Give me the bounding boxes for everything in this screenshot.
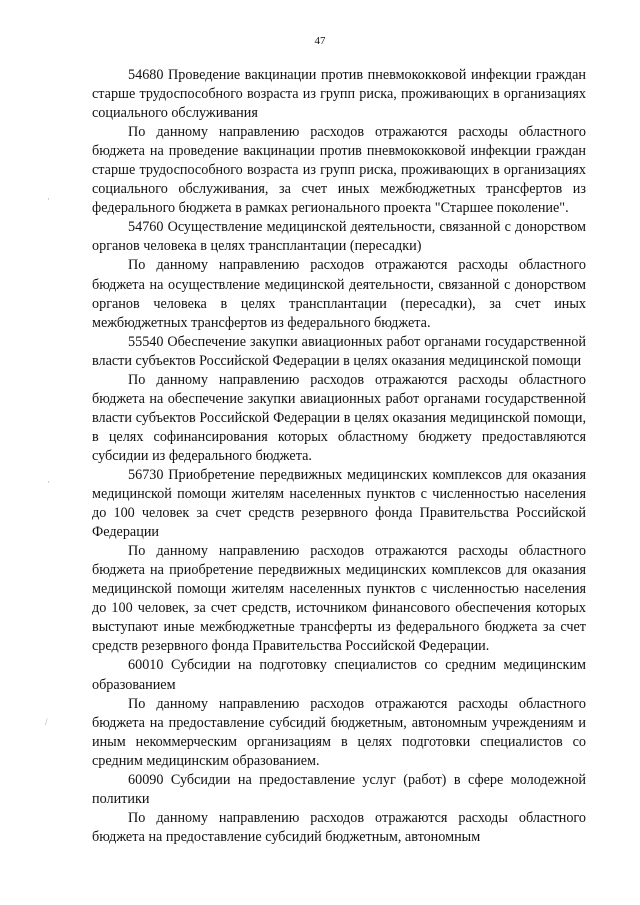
paragraph-body: По данному направлению расходов отражаются расходы областного бюджета на предоставление субсидий бюджетным, автономным учреждениям и иным некоммерческим организациям в целях подготовки специалистов со средним медицинским образованием. xyxy=(92,695,586,769)
paragraph-heading-54680: 54680 Проведение вакцинации против пневмококковой инфекции граждан старше трудоспособного возраста из групп риска, проживающих в организациях социального обслуживания xyxy=(92,67,586,122)
paragraph-heading-60010: 60010 Субсидии на подготовку специалистов со средним медицинским образованием xyxy=(92,657,586,693)
scan-artifact-mark: · xyxy=(47,194,50,204)
paragraph-body: По данному направлению расходов отражаются расходы областного бюджета на предоставление субсидий бюджетным, автономным xyxy=(92,809,586,845)
paragraph-body: По данному направлению расходов отражаются расходы областного бюджета на приобретение передвижных медицинских комплексов для оказания медицинской помощи жителям населенных пунктов с численностью населения до 100 человек, за счет средств, источником финансового обеспечения которых выступают иные межбюджетные трансферты из федерального бюджета за счет средств резервного фонда Правительства Российской Федерации. xyxy=(92,543,586,655)
paragraph-heading-54760: 54760 Осуществление медицинской деятельности, связанной с донорством органов человека в целях трансплантации (пересадки) xyxy=(92,219,586,255)
document-body xyxy=(92,66,586,847)
page-number: 47 xyxy=(314,35,326,47)
paragraph-heading-56730: 56730 Приобретение передвижных медицинских комплексов для оказания медицинской помощи жителям населенных пунктов с численностью населения до 100 человек за счет средств резервного фонда Правительства Российской Федерации xyxy=(92,466,586,541)
scan-artifact-mark: / xyxy=(45,717,48,727)
paragraph-body: По данному направлению расходов отражаются расходы областного бюджета на осуществление медицинской деятельности, связанной с донорством органов человека в целях трансплантации (пересадки), за счет иных межбюджетных трансфертов из федерального бюджета. xyxy=(92,257,586,331)
paragraph-heading-55540: 55540 Обеспечение закупки авиационных работ органами государственной власти субъектов Российской Федерации в целях оказания медицинской помощи xyxy=(92,333,586,369)
paragraph-heading-60090: 60090 Субсидии на предоставление услуг (работ) в сфере молодежной политики xyxy=(92,771,586,807)
paragraph-body: По данному направлению расходов отражаются расходы областного бюджета на обеспечение закупки авиационных работ органами государственной власти субъектов Российской Федерации в целях оказания медицинской помощи, в целях софинансирования которых областному бюджету предоставляются субсидии из федерального бюджета. xyxy=(92,371,586,464)
scan-artifact-mark: · xyxy=(47,477,50,487)
paragraph-body: По данному направлению расходов отражаются расходы областного бюджета на проведение вакцинации против пневмококковой инфекции граждан старше трудоспособного возраста из групп риска, проживающих в организациях социального обслуживания, за счет иных межбюджетных трансфертов из федерального бюджета в рамках регионального проекта "Старшее поколение". xyxy=(92,124,586,217)
